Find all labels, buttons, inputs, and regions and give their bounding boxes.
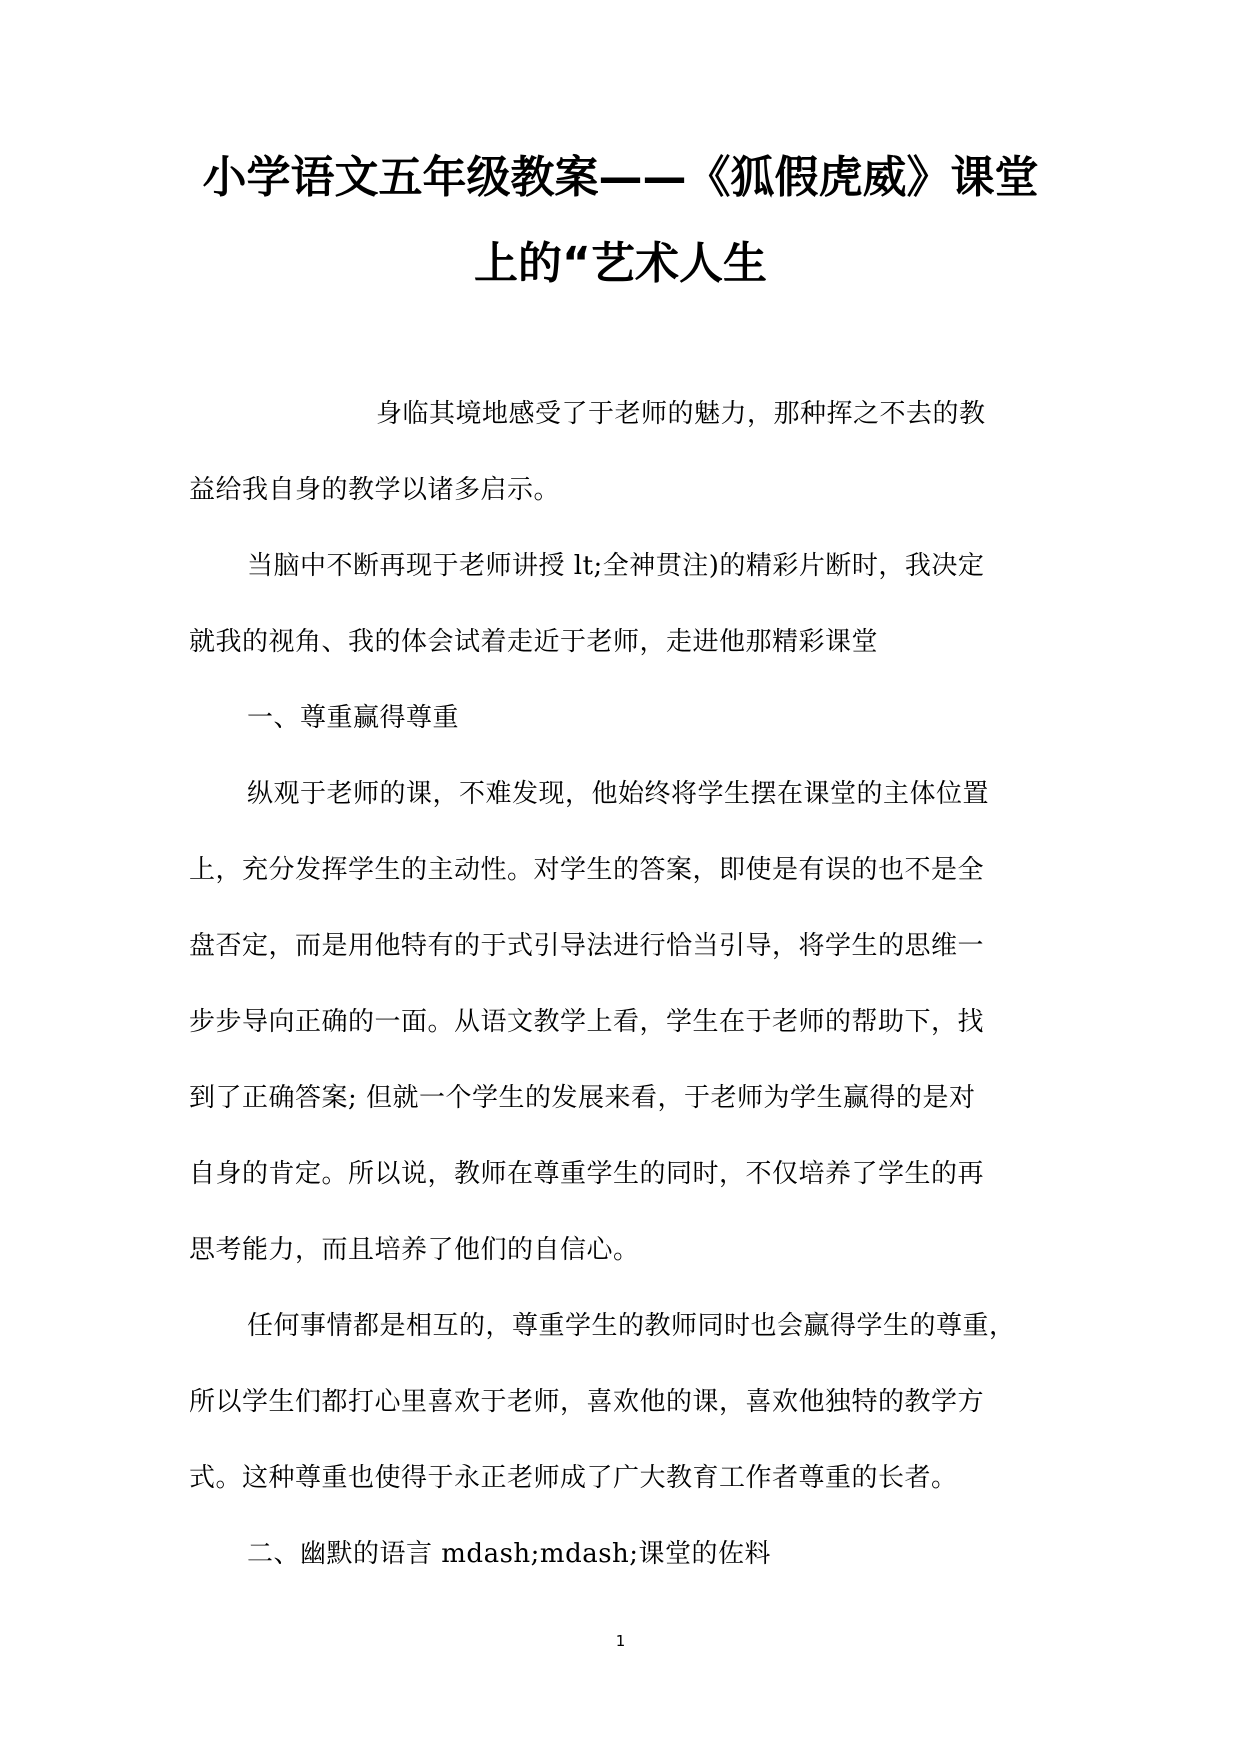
page-number: 1 [615,1632,626,1650]
text-line: 就我的视角、我的体会试着走近于老师，走进他那精彩课堂 [189,627,879,657]
section-heading: 一、尊重赢得尊重 [247,703,460,733]
text-line: 纵观于老师的课，不难发现，他始终将学生摆在课堂的主体位置 [247,779,990,809]
title-line-2: 上的“艺术人生 [474,238,767,289]
text-line: 到了正确答案; 但就一个学生的发展来看，于老师为学生赢得的是对 [189,1083,976,1113]
text-line: 任何事情都是相互的，尊重学生的教师同时也会赢得学生的尊重， [247,1311,1016,1341]
text-line: 盘否定，而是用他特有的于式引导法进行恰当引导，将学生的思维一 [189,931,985,961]
text-line: 自身的肯定。所以说，教师在尊重学生的同时，不仅培养了学生的再 [189,1159,985,1189]
title-line-1: 小学语文五年级教案——《狐假虎威》课堂 [202,152,1039,203]
section-heading: 二、幽默的语言 mdash;mdash;课堂的佐料 [247,1539,772,1569]
document-body [189,376,1061,1592]
text-line: 式。这种尊重也使得于永正老师成了广大教育工作者尊重的长者。 [189,1463,958,1493]
text-line: 所以学生们都打心里喜欢于老师，喜欢他的课，喜欢他独特的教学方 [189,1387,985,1417]
text-line: 当脑中不断再现于老师讲授 lt;全神贯注)的精彩片断时，我决定 [247,551,985,581]
text-line: 思考能力，而且培养了他们的自信心。 [189,1235,640,1265]
text-line: 益给我自身的教学以诸多启示。 [189,475,561,505]
text-line: 步步导向正确的一面。从语文教学上看，学生在于老师的帮助下，找 [189,1007,985,1037]
text-line: 身临其境地感受了于老师的魅力，那种挥之不去的教 [376,399,986,429]
text-line: 上，充分发挥学生的主动性。对学生的答案，即使是有误的也不是全 [189,855,985,885]
